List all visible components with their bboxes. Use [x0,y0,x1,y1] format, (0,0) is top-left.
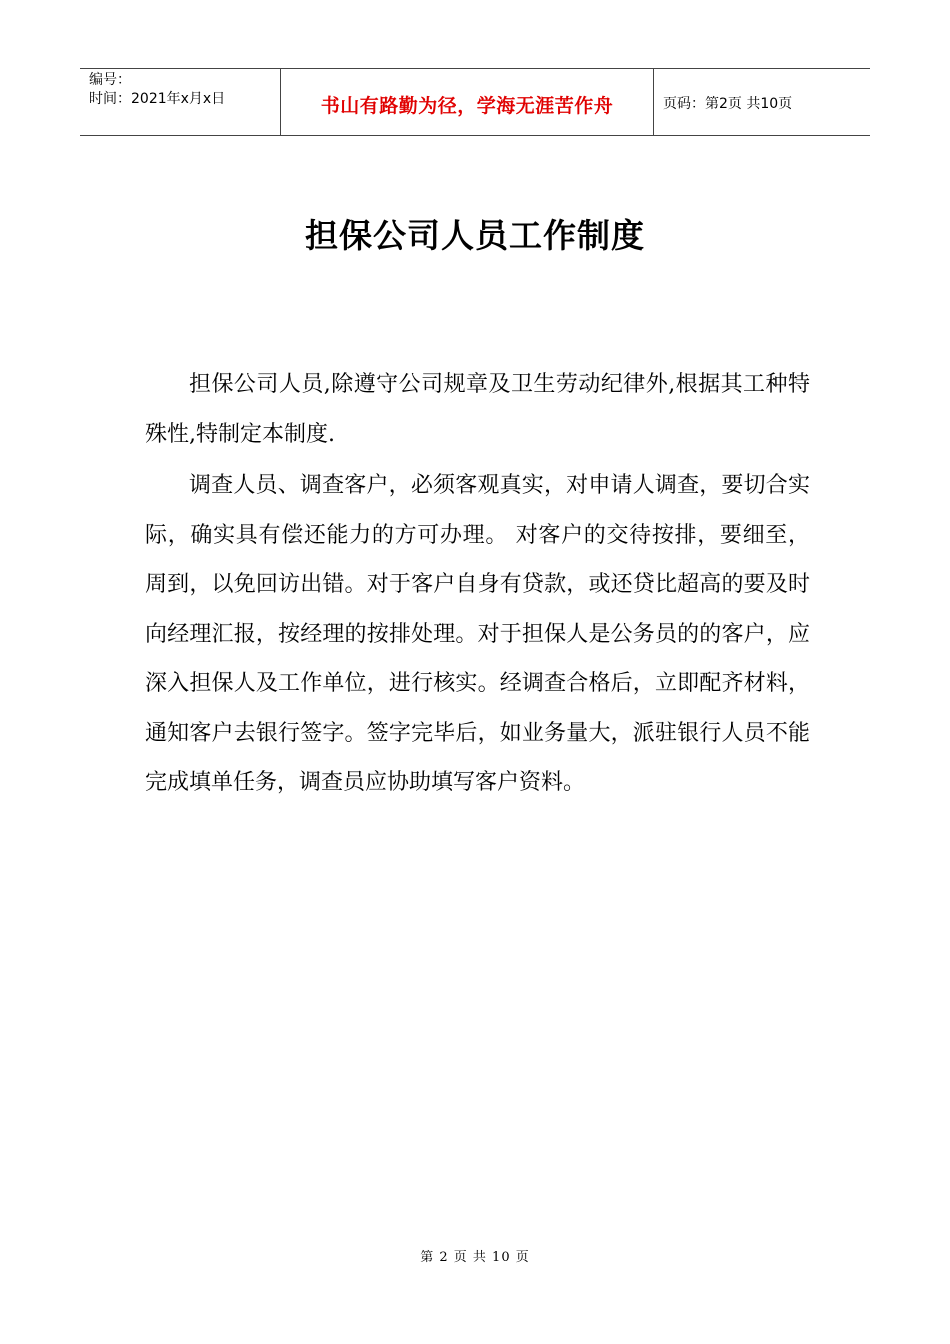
document-time-label: 时间：2021年x月x日 [89,91,226,107]
header-motto: 书山有路勤为径，学海无涯苦作舟 [281,69,654,135]
page-footer: 第 2 页 共 10 页 [420,1250,530,1265]
paragraph-investigation: 调查人员、调查客户，必须客观真实，对申请人调查，要切合实际，确实具有偿还能力的方可办理。 对客户的交待按排，要细至，周到，以免回访出错。对于客户自身有贷款，或还贷比超高的要及时向经理汇报，按经理的按排处理。对于担保人是公务员的的客户，应深入担保人及工作单位，进行核实。经调查合格后，立即配齐材料，通知客户去银行签字。签字完毕后，如业务量大，派驻银行人员不能完成填单任务，调查员应协助填写客户资料。 [145,473,810,795]
header-page-info: 页码：第2页 共10页 [663,96,793,112]
document-number-label: 编号： [89,72,131,88]
header-meta-cell [80,69,281,135]
document-title: 担保公司人员工作制度 [305,216,645,255]
paragraph-intro: 担保公司人员,除遵守公司规章及卫生劳动纪律外,根据其工种特殊性,特制定本制度. [145,372,810,447]
document-body [145,360,810,810]
page-header [80,68,870,136]
